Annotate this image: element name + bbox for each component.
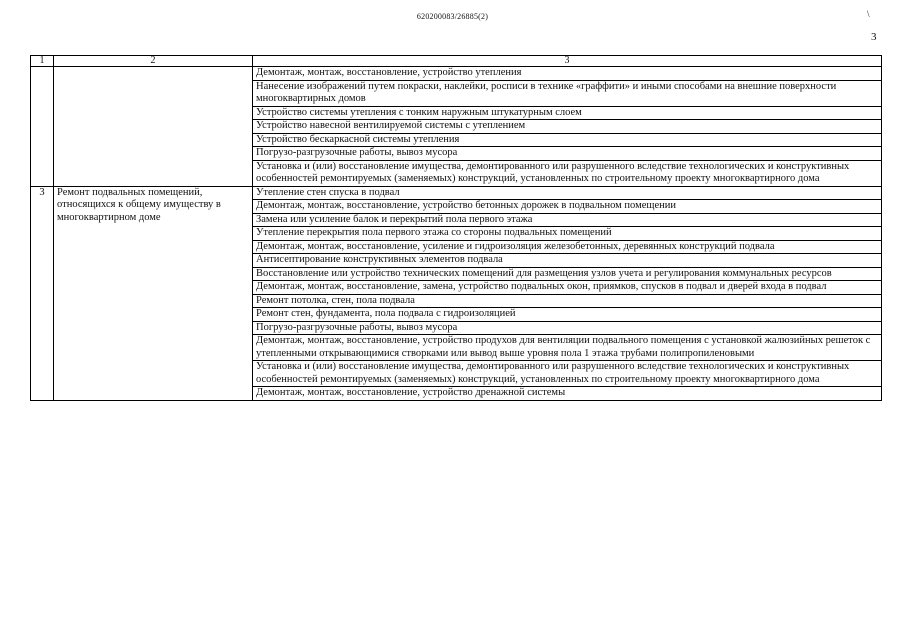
work-item-cell: Установка и (или) восстановление имущества, демонтированного или разрушенного вследствие технологических и конструктивных особенностей ремонтируемых (заменяемых) конструкций, установленных по строительному проекту многоквартирного дома — [253, 361, 882, 387]
work-item-cell: Устройство бескаркасной системы утепления — [253, 133, 882, 147]
work-item-cell: Утепление стен спуска в подвал — [253, 186, 882, 200]
corner-mark: \ — [867, 9, 870, 19]
column-header-3: 3 — [253, 56, 882, 67]
work-item-cell: Демонтаж, монтаж, восстановление, устройство бетонных дорожек в подвальном помещении — [253, 200, 882, 214]
work-item-cell: Демонтаж, монтаж, восстановление, устройство утепления — [253, 67, 882, 81]
column-header-2: 2 — [54, 56, 253, 67]
work-item-cell: Погрузо-разгрузочные работы, вывоз мусора — [253, 147, 882, 161]
work-item-cell: Погрузо-разгрузочные работы, вывоз мусора — [253, 321, 882, 335]
table-row — [31, 186, 882, 200]
work-item-cell: Замена или усиление балок и перекрытий пола первого этажа — [253, 213, 882, 227]
work-item-cell: Демонтаж, монтаж, восстановление, замена, устройство подвальных окон, приямков, спусков в подвал и дверей входа в подвал — [253, 281, 882, 295]
work-item-cell: Демонтаж, монтаж, восстановление, усиление и гидроизоляция железобетонных, деревянных конструкций подвала — [253, 240, 882, 254]
work-item-cell: Ремонт стен, фундамента, пола подвала с гидроизоляцией — [253, 308, 882, 322]
section-title-cell: Ремонт подвальных помещений, относящихся к общему имуществу в многоквартирном доме — [54, 186, 253, 400]
work-item-cell: Антисептирование конструктивных элементов подвала — [253, 254, 882, 268]
document-id: 620200083/26885(2) — [416, 12, 489, 21]
works-table — [30, 55, 882, 401]
work-item-cell: Утепление перекрытия пола первого этажа со стороны подвальных помещений — [253, 227, 882, 241]
continuation-title-cell — [54, 67, 253, 187]
table-header-row — [31, 56, 882, 67]
page-number: 3 — [871, 31, 877, 43]
work-item-cell: Ремонт потолка, стен, пола подвала — [253, 294, 882, 308]
work-item-cell: Устройство системы утепления с тонким наружным штукатурным слоем — [253, 106, 882, 120]
work-item-cell: Нанесение изображений путем покраски, наклейки, росписи в технике «граффити» и иными способами на внешние поверхности многоквартирных домов — [253, 80, 882, 106]
continuation-number-cell — [31, 67, 54, 187]
column-header-1: 1 — [31, 56, 54, 67]
work-item-cell: Демонтаж, монтаж, восстановление, устройство продухов для вентиляции подвального помещения с установкой жалюзийных решеток с утепленными открывающимися створками или вывод выше уровня пола 1 этажа трубами полипропиленовыми — [253, 335, 882, 361]
section-number-cell: 3 — [31, 186, 54, 400]
work-item-cell: Установка и (или) восстановление имущества, демонтированного или разрушенного вследствие технологических и конструктивных особенностей ремонтируемых (заменяемых) конструкций, установленных по строительному проекту многоквартирного дома — [253, 160, 882, 186]
work-item-cell: Устройство навесной вентилируемой системы с утеплением — [253, 120, 882, 134]
work-item-cell: Демонтаж, монтаж, восстановление, устройство дренажной системы — [253, 387, 882, 401]
work-item-cell: Восстановление или устройство технических помещений для размещения узлов учета и регулирования коммунальных ресурсов — [253, 267, 882, 281]
table-row — [31, 67, 882, 81]
